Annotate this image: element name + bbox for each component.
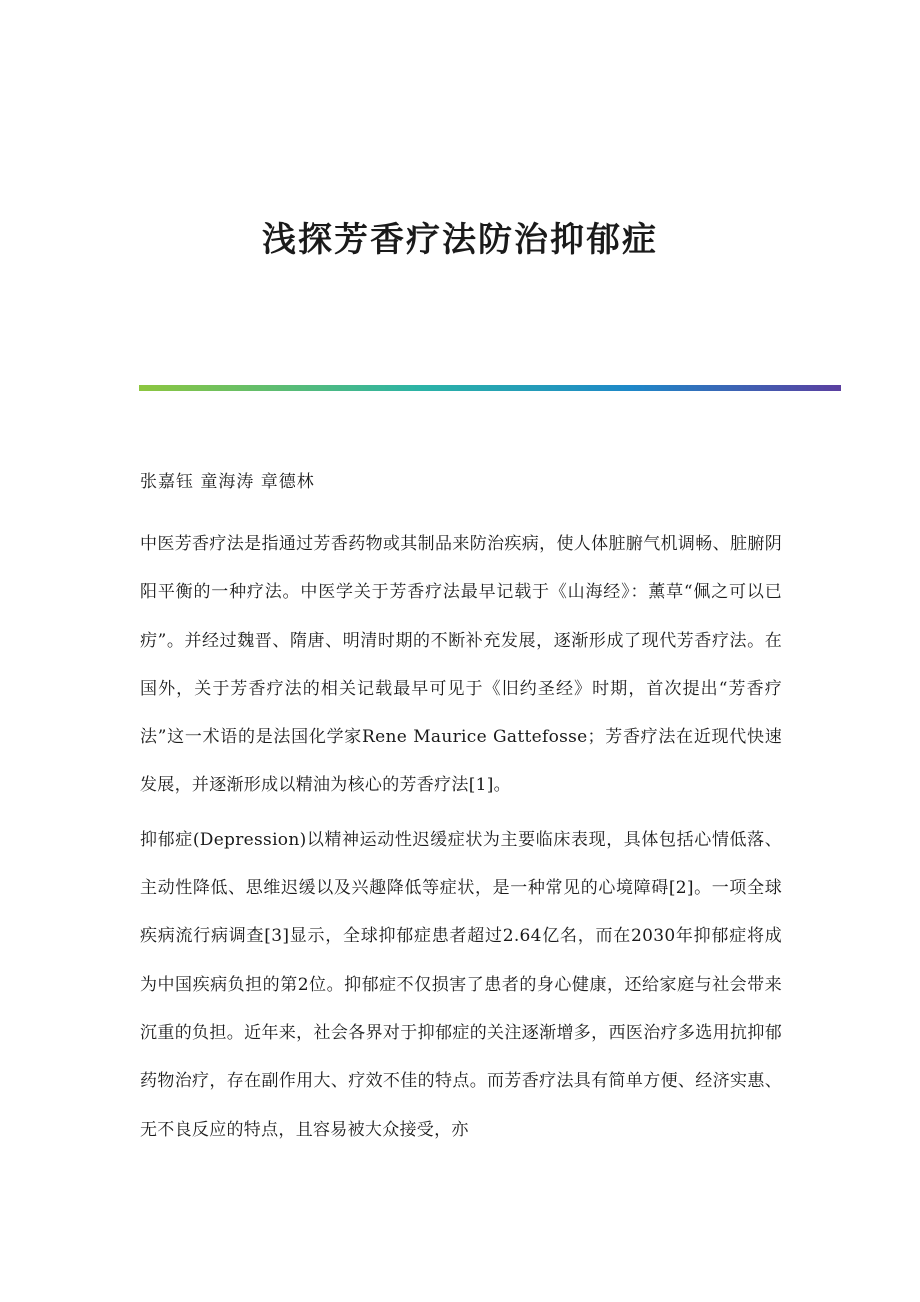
- document-title: 浅探芳香疗法防治抑郁症: [262, 220, 658, 260]
- author-line: 张嘉钰 童海涛 章德林: [140, 472, 315, 492]
- title-divider: [139, 385, 841, 391]
- paragraph-depression: 抑郁症(Depression)以精神运动性迟缓症状为主要临床表现，具体包括心情低落、主动性降低、思维迟缓以及兴趣降低等症状，是一种常见的心境障碍[2]。一项全球疾病流行病调查[3]显示，全球抑郁症患者超过2.64亿名，而在2030年抑郁症将成为中国疾病负担的第2位。抑郁症不仅损害了患者的身心健康，还给家庭与社会带来沉重的负担。近年来，社会各界对于抑郁症的关注逐渐增多，西医治疗多选用抗抑郁药物治疗，存在副作用大、疗效不佳的特点。而芳香疗法具有简单方便、经济实惠、无不良反应的特点，且容易被大众接受，亦: [140, 829, 782, 1140]
- document-body: [140, 466, 782, 1160]
- paragraph-intro: 中医芳香疗法是指通过芳香药物或其制品来防治疾病，使人体脏腑气机调畅、脏腑阴阳平衡的一种疗法。中医学关于芳香疗法最早记载于《山海经》：薰草“佩之可以已疠”。并经过魏晋、隋唐、明清时期的不断补充发展，逐渐形成了现代芳香疗法。在国外，关于芳香疗法的相关记载最早可见于《旧约圣经》时期，首次提出“芳香疗法”这一术语的是法国化学家Rene Maurice Gattefossе；芳香疗法在近现代快速发展，并逐渐形成以精油为核心的芳香疗法[1]。: [140, 534, 782, 796]
